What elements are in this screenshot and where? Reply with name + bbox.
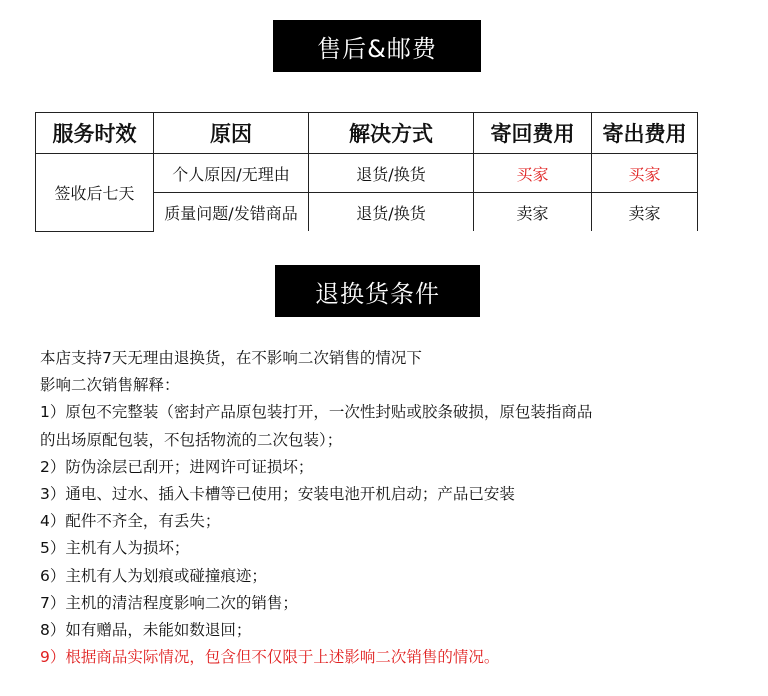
condition-line: 2）防伪涂层已刮开；进网许可证损坏；	[40, 457, 314, 476]
table-header-row	[36, 113, 698, 154]
header-reason: 原因	[154, 113, 309, 154]
solution-cell: 退货/换货	[309, 154, 474, 193]
after-sales-title: 售后&邮费	[317, 34, 437, 63]
condition-line: 4）配件不齐全，有丢失；	[40, 512, 221, 531]
condition-line: 本店支持7天无理由退换货，在不影响二次销售的情况下	[40, 349, 422, 367]
header-return-fee: 寄回费用	[474, 113, 592, 154]
highlight-condition-line: 9）根据商品实际情况，包含但不仅限于上述影响二次销售的情况。	[40, 648, 500, 667]
table-row	[36, 154, 698, 193]
condition-line: 5）主机有人为损坏；	[40, 539, 190, 558]
header-service-period: 服务时效	[36, 113, 154, 154]
condition-line: 影响二次销售解释：	[40, 376, 180, 395]
after-sales-banner	[273, 20, 481, 72]
header-send-fee: 寄出费用	[592, 113, 698, 154]
return-fee-cell: 卖家	[474, 193, 592, 232]
condition-line: 3）通电、过水、插入卡槽等已使用；安装电池开机启动；产品已安装	[40, 485, 515, 504]
service-period-cell: 签收后七天	[36, 154, 154, 232]
return-conditions-text	[40, 345, 740, 671]
return-conditions-banner	[275, 265, 480, 317]
send-fee-cell: 买家	[592, 154, 698, 193]
condition-line: 1）原包不完整装（密封产品原包装打开，一次性封贴或胶条破损，原包装指商品	[40, 403, 593, 422]
send-fee-cell: 卖家	[592, 193, 698, 232]
reason-cell: 质量问题/发错商品	[154, 193, 309, 232]
header-solution: 解决方式	[309, 113, 474, 154]
condition-line: 8）如有赠品，未能如数退回；	[40, 621, 252, 640]
condition-line: 的出场原配包装，不包括物流的二次包装）；	[40, 430, 343, 449]
return-conditions-title: 退换货条件	[315, 279, 440, 308]
reason-cell: 个人原因/无理由	[154, 154, 309, 193]
return-fee-cell: 买家	[474, 154, 592, 193]
return-policy-table	[35, 112, 698, 232]
condition-line: 6）主机有人为划痕或碰撞痕迹；	[40, 566, 267, 585]
condition-line: 7）主机的清洁程度影响二次的销售；	[40, 593, 298, 612]
solution-cell: 退货/换货	[309, 193, 474, 232]
